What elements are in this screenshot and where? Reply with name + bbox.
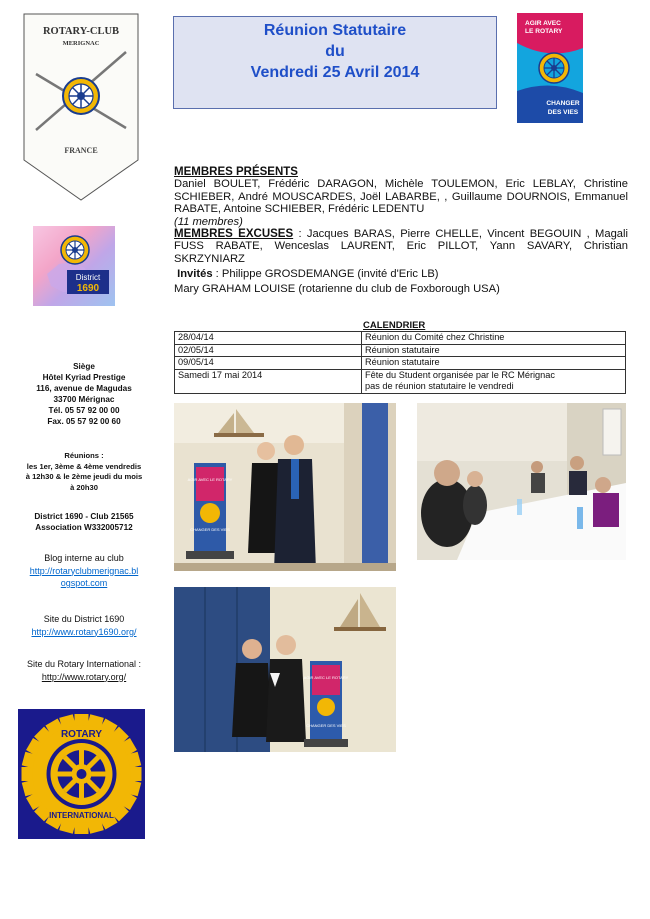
district-site-link[interactable]: http://www.rotary1690.org/ [31,626,137,637]
stand-text-4: CHANGER DES VIES [306,723,346,728]
rotary-site-block [0,658,168,683]
table-row [175,369,626,393]
badge-top-2: LE ROTARY [525,28,563,35]
calendar-table [174,331,626,394]
guests-heading: Invités [177,268,213,281]
siege-line: Siège [73,362,95,371]
reunions-line: les 1er, 3ème & 4ème vendredis [26,461,142,471]
rotary-site-link[interactable]: http://www.rotary.org/ [41,671,127,682]
pennant-club-name: ROTARY-CLUB [42,26,120,37]
meeting-schedule [0,451,168,493]
badge-bottom-2: DES VIES [547,109,579,116]
siege-line: 116, avenue de Magudas [36,384,132,393]
page-title-du: du [325,43,345,60]
district-site-block [0,613,168,638]
stand-text-2: CHANGER DES VIES [190,527,230,532]
calendar-event: Réunion statutaire [362,357,626,370]
club-pennant [22,12,140,202]
district-label: District [75,273,101,282]
stand-text: AGIR AVEC LE ROTARY [187,477,233,482]
members-present-list: Daniel BOULET, Frédéric DARAGON, Michèle TOULEMON, Eric LEBLAY, Christine SCHIEBER, André MOUSCARDES, Joël LABARBE, , Guillaume DOURNOIS, Emmanuel RABATE, Antoine SCHIEBER, Frédéric LEDENTU [174,178,628,216]
district-logo [33,226,115,306]
page-title-box [173,16,497,109]
calendar-title: CALENDRIER [363,320,426,331]
members-present-heading: MEMBRES PRÉSENTS [174,166,298,178]
calendar-date: 02/05/14 [175,344,362,357]
members-excused-list: : Jacques BARAS, Pierre CHELLE, Vincent BEGOUIN , Magali FUSS RABATE, Wenceslas LAURENT, Eric PILLOT, Yann SAVARY, Christian SKRZYNIARZ [174,228,628,265]
guests-list-2: Mary GRAHAM LOUISE (rotarienne du club de Foxborough USA) [174,282,500,295]
siege-line: Hôtel Kyriad Prestige [42,373,126,382]
calendar-date: 09/05/14 [175,357,362,370]
blog-link[interactable]: http://rotaryclubmerignac.bl [29,565,139,576]
campaign-badge [517,13,583,123]
rotary-wheel-icon [63,78,99,114]
blog-link-continued[interactable]: ogspot.com [60,578,108,588]
badge-wheel-icon [539,53,569,83]
district-number: 1690 [76,283,100,294]
members-present-count: (11 membres) [174,215,243,228]
pennant-country: FRANCE [64,146,98,155]
page-title: Réunion Statutaire [263,22,407,39]
page-title-date: Vendredi 25 Avril 2014 [250,64,420,81]
blog-label: Blog interne au club [44,553,124,563]
district-wheel-icon [61,236,89,264]
table-row [175,344,626,357]
photo-dinner-table [417,403,626,560]
reunions-line: à 20h30 [70,482,98,492]
badge-top-1: AGIR AVEC [525,20,561,27]
calendar-event: Réunion du Comité chez Christine [362,332,626,345]
calendar-event-note: pas de réunion statutaire le vendredi [365,381,514,391]
calendar-event: Fête du Student organisée par le RC Mérignac [365,369,555,380]
members-section [174,166,628,295]
blog-link-block [0,552,168,590]
rotary-logo-top: ROTARY [60,729,103,740]
badge-bottom-1: CHANGER [546,100,580,107]
siege-line: Tél. 05 57 92 00 00 [48,406,120,415]
reunions-line: à 12h30 & le 2ème jeudi du mois [25,472,143,481]
photo-pennant-exchange [174,587,396,752]
stand-text-3: AGIR AVEC LE ROTARY [303,675,349,680]
table-row [175,357,626,370]
club-address [0,361,168,427]
calendar-date: Samedi 17 mai 2014 [175,369,362,393]
pennant-city: MERIGNAC [62,40,100,47]
calendar-event: Réunion statutaire [362,344,626,357]
guests-list: : Philippe GROSDEMANGE (invité d'Eric LB) [212,268,439,281]
siege-line: 33700 Mérignac [53,395,115,404]
calendar-date: 28/04/14 [175,332,362,345]
rotary-international-logo [18,709,145,839]
table-row [175,332,626,345]
district-site-label: Site du District 1690 [43,614,125,624]
siege-line: Fax. 05 57 92 00 60 [47,417,121,426]
district-info [0,511,168,533]
photo-handshake [174,403,396,571]
rotary-site-label: Site du Rotary International : [26,659,142,669]
reunions-line: Réunions : [64,451,104,460]
members-excused-heading: MEMBRES EXCUSES [174,228,294,241]
district-line: District 1690 - Club 21565 [34,512,134,521]
rotary-logo-bottom: INTERNATIONAL [49,811,114,820]
district-line: Association W332005712 [35,523,133,532]
